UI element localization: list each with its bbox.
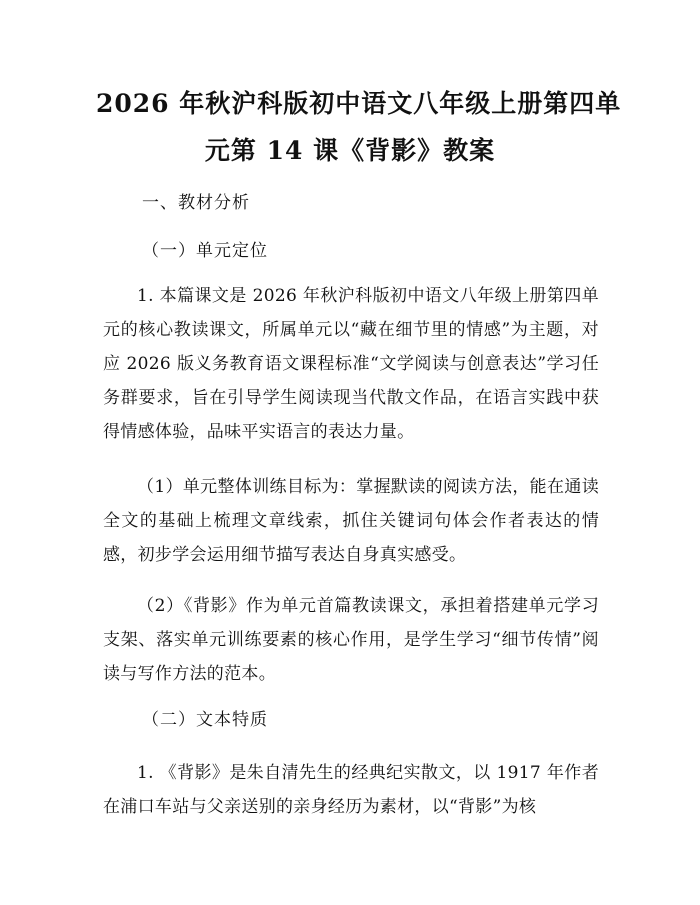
paragraph-text-features: 1. 《背影》是朱自清先生的经典纪实散文，以 1917 年作者在浦口车站与父亲送别的亲身经历为素材，以“背影”为核 [103,763,599,817]
subsection-heading-text-features: （二）文本特质 [142,710,268,730]
document-title-line-2: 元第 14 课《背影》教案 [204,136,496,165]
paragraph-first-text-role: （2）《背影》作为单元首篇教读课文，承担着搭建单元学习支架、落实单元训练要素的核心作用，是学生学习“细节传情”阅读与写作方法的范本。 [103,596,599,684]
document-title-line-1: 2026 年秋沪科版初中语文八年级上册第四单 [96,89,622,118]
paragraph-unit-training-goal: （1）单元整体训练目标为：掌握默读的阅读方法，能在通读全文的基础上梳理文章线索，抓住关键词句体会作者表达的情感，初步学会运用细节描写表达自身真实感受。 [103,477,599,565]
paragraph-unit-core-text: 1. 本篇课文是 2026 年秋沪科版初中语文八年级上册第四单元的核心教读课文，所属单元以“藏在细节里的情感”为主题，对应 2026 版义务教育语文课程标准“文学阅读与创意表达”学习任务群要求，旨在引导学生阅读现当代散文作品，在语言实践中获得情感体验，品味平实语言的表达力量。 [103,286,599,442]
subsection-heading-unit-positioning: （一）单元定位 [142,241,268,261]
section-heading-textbook-analysis: 一、教材分析 [142,193,250,213]
